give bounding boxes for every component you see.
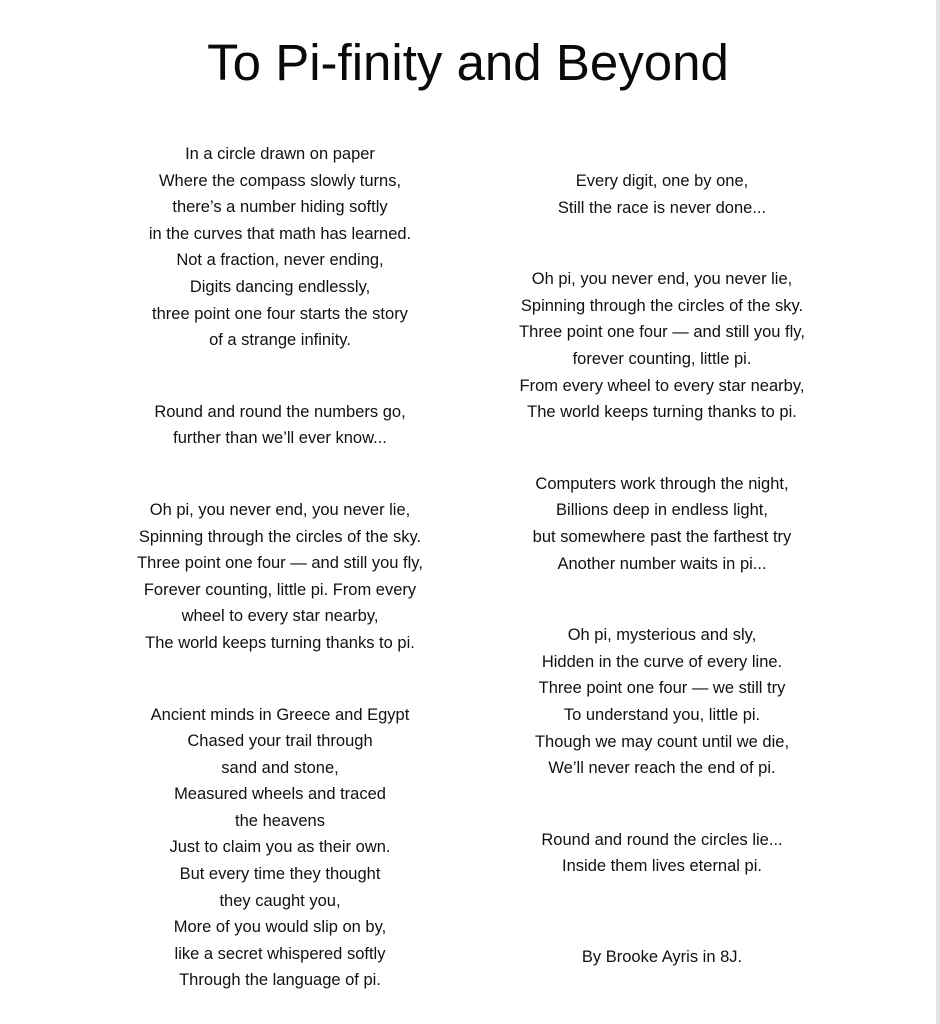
poem-line: Ancient minds in Greece and Egypt: [150, 705, 410, 724]
poem-line: Every digit, one by one,: [575, 172, 749, 190]
poem-line: Oh pi, you never end, you never lie,: [531, 270, 793, 289]
poem-line: Hidden in the curve of every line.: [541, 652, 783, 671]
poem-line: but somewhere past the farthest try: [532, 527, 792, 546]
stanza-gap: [482, 577, 842, 622]
poem-line: Inside them lives eternal pi.: [562, 857, 762, 876]
poem-line: Three point one four — and still you fly,: [519, 323, 805, 342]
poem-line: of a strange infinity.: [209, 331, 351, 350]
poem-line: The world keeps turning thanks to pi.: [527, 403, 797, 422]
poem-line: Oh pi, mysterious and sly,: [567, 626, 757, 645]
poem-line: Chased your trail through: [187, 732, 373, 751]
author-byline: By Brooke Ayris in 8J.: [581, 947, 743, 966]
poem-line: Three point one four — we still try: [538, 679, 786, 698]
poem-line: Computers work through the night,: [535, 474, 789, 493]
stanza-gap: [100, 452, 460, 497]
poem-line: Oh pi, you never end, you never lie,: [149, 500, 411, 519]
stanza: [482, 266, 842, 426]
poem-line: in the curves that math has learned.: [148, 224, 412, 243]
poem-line: More of you would slip on by,: [173, 918, 387, 937]
stanza-gap: [482, 426, 842, 471]
stanza: [100, 497, 460, 657]
poem-line: Though we may count until we die,: [534, 732, 790, 751]
stanza: [482, 622, 842, 782]
poem-line: Digits dancing endlessly,: [189, 277, 371, 296]
poem-line: Three point one four — and still you fly,: [137, 554, 423, 573]
poem-line: We’ll never reach the end of pi.: [548, 759, 776, 778]
poem-line: the heavens: [235, 811, 325, 830]
byline: [482, 944, 842, 971]
poem-line: Round and round the numbers go,: [154, 402, 406, 421]
poem-line: Through the language of pi.: [179, 971, 381, 990]
right-column: [482, 168, 842, 970]
stanza: [482, 827, 842, 880]
stanza: [100, 399, 460, 452]
left-column: [100, 141, 460, 994]
poem-line: further than we’ll ever know...: [173, 429, 387, 448]
stanza: [482, 471, 842, 577]
poem-line: From every wheel to every star nearby,: [519, 376, 805, 395]
poem-line: Spinning through the circles of the sky.: [520, 296, 804, 315]
poem-line: like a secret whispered softly: [174, 944, 386, 963]
poem-line: Just to claim you as their own.: [169, 838, 391, 857]
stanza: [100, 702, 460, 995]
poem-line: Not a fraction, never ending,: [176, 251, 384, 270]
poem-line: Another number waits in pi...: [557, 554, 767, 573]
poem-line: Where the compass slowly turns,: [158, 171, 402, 190]
poem-line: Forever counting, little pi. From every: [143, 580, 417, 599]
poem-line: there’s a number hiding softly: [172, 198, 388, 217]
page-edge: [936, 0, 940, 1024]
poem-line: Billions deep in endless light,: [556, 501, 768, 520]
poem-line: sand and stone,: [221, 758, 339, 777]
poem-line: wheel to every star nearby,: [181, 607, 379, 626]
poem-line: Still the race is never done...: [557, 198, 767, 217]
poem-line: To understand you, little pi.: [563, 705, 761, 724]
poem-line: they caught you,: [219, 891, 341, 910]
poem-title: To Pi-finity and Beyond: [207, 34, 729, 91]
poem-line: In a circle drawn on paper: [185, 145, 375, 163]
stanza-gap: [100, 354, 460, 399]
poem-line: But every time they thought: [179, 865, 381, 884]
poem-line: forever counting, little pi.: [572, 349, 752, 368]
stanza-gap: [100, 657, 460, 702]
poem-line: Round and round the circles lie...: [541, 830, 783, 849]
poem-line: The world keeps turning thanks to pi.: [145, 633, 415, 652]
stanza-gap: [482, 880, 842, 944]
stanza: [100, 141, 460, 354]
stanza-gap: [482, 221, 842, 266]
poem-line: three point one four starts the story: [152, 304, 408, 323]
poem-line: Spinning through the circles of the sky.: [138, 527, 422, 546]
stanza: [482, 168, 842, 221]
stanza-gap: [482, 782, 842, 827]
poem-line: Measured wheels and traced: [174, 785, 386, 804]
